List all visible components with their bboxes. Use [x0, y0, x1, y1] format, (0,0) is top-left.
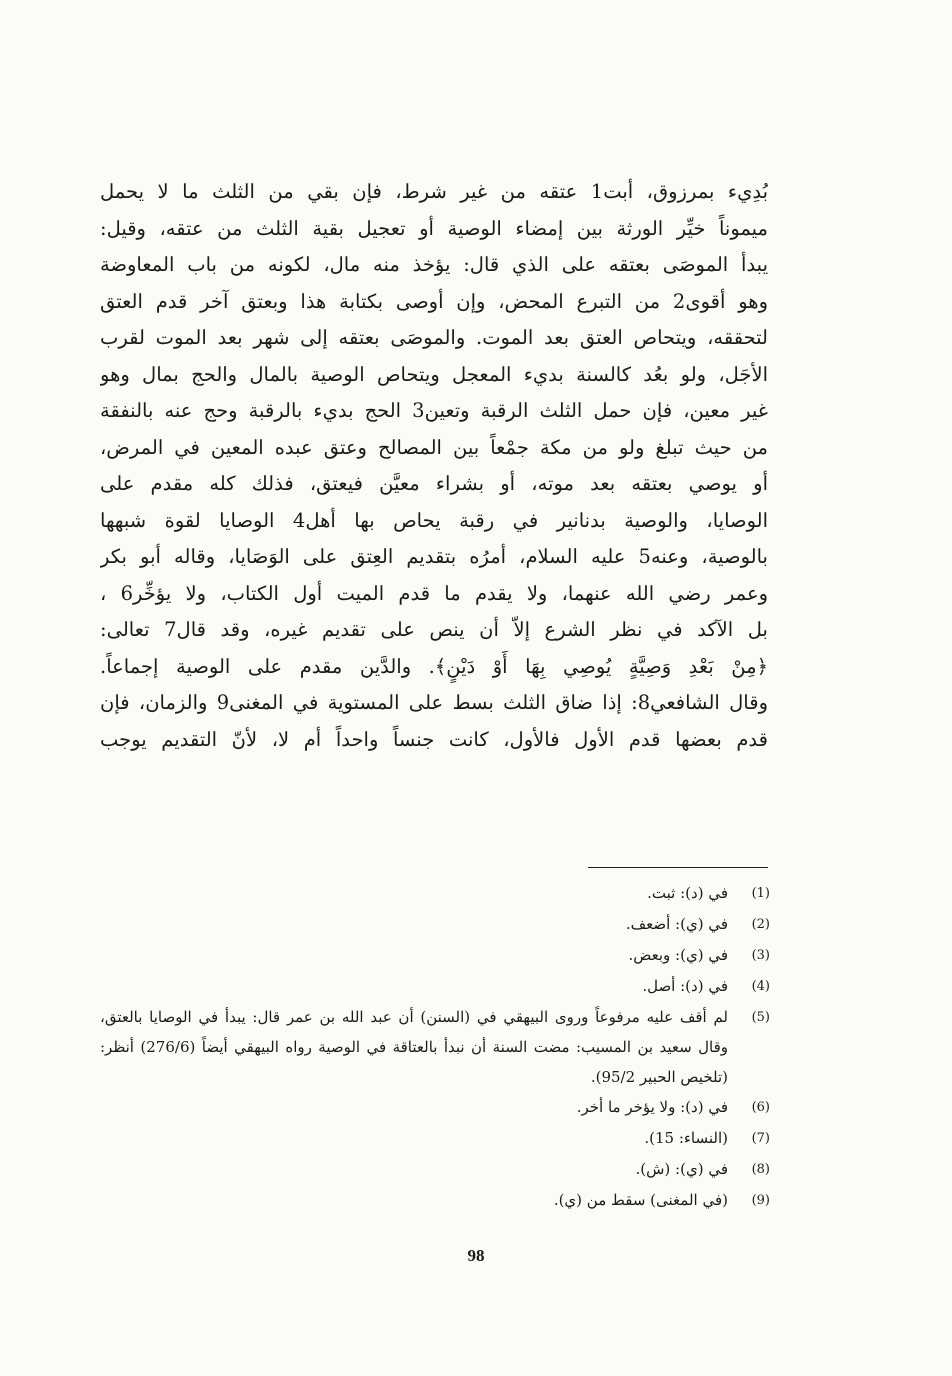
footnote-number: (4)	[751, 979, 770, 994]
footnote	[100, 1154, 770, 1185]
footnote-separator	[588, 867, 768, 868]
footnote-text: في (د): ثبت.	[647, 884, 728, 902]
text-line: يبدأ الموصَى بعتقه على الذي قال: يؤخذ منه مال، لكونه من باب المعاوضة	[100, 253, 768, 276]
text-line: بُدِيء بمرزوق، أبت1 عتقه من غير شرط، فإن بقي من الثلث ما لا يحمل	[100, 180, 768, 203]
footnote-number: (5)	[751, 1010, 770, 1025]
page-number: 98	[467, 1246, 485, 1265]
text-line: وقال الشافعي8: إذا ضاق الثلث بسط على المستوية في المغنى9 والزمان، فإن	[100, 691, 768, 714]
text-line: لتحققه، ويتحاص العتق بعد الموت. والموصَى بعتقه إلى شهر بعد الموت لقرب	[100, 326, 768, 349]
footnote-text: لم أقف عليه مرفوعاً وروى البيهقي في (السنن) أن عبد الله بن عمر قال: يبدأ في الوصايا بالعتق، وقال سعيد بن المسيب: مضت السنة أن نبدأ بالعتاقة في الوصية رواه البيهقي أيضاً (276/6) أنظر: (تلخيص الحبير 95/2).	[100, 1008, 728, 1086]
footnote	[100, 909, 770, 940]
footnote-number: (3)	[751, 948, 770, 963]
text-line: بالوصية، وعنه5 عليه السلام، أمرُه بتقديم العِتق على الوَصَايا، وقاله أبو بكر	[100, 545, 768, 568]
footnote	[100, 1092, 770, 1123]
footnote-number: (8)	[751, 1162, 770, 1177]
text-line: أو يوصي بعتقه بعد موته، أو بشراء معيَّن فيعتق، فذلك كله مقدم على	[100, 472, 768, 495]
footnote-text: في (ي): وبعض.	[628, 946, 728, 964]
footnote	[100, 878, 770, 909]
footnote	[100, 1123, 770, 1154]
footnotes	[100, 878, 770, 1216]
footnote	[100, 971, 770, 1002]
footnote	[100, 1002, 770, 1092]
footnote-number: (7)	[751, 1131, 770, 1146]
footnote-text: (في المغنى) سقط من (ي).	[553, 1191, 728, 1209]
footnote-text: في (ي): (ش).	[635, 1160, 728, 1178]
text-line: قدم بعضها قدم الأول فالأول، كانت جنساً واحداً أم لا، لأنّ التقديم يوجب	[100, 727, 768, 751]
text-line: من حيث تبلغ ولو من مكة جمْعاً بين المصالح وعتق عبده المعين في المرض،	[100, 435, 768, 459]
quran-verse-line: ﴿مِنْ بَعْدِ وَصِيَّةٍ يُوصِي بِهَا أَوْ دَيْنٍ﴾. والدَّين مقدم على الوصية إجماعاً.	[100, 654, 768, 678]
footnote	[100, 940, 770, 971]
footnote-text: في (د): أصل.	[642, 977, 728, 995]
text-line: بل الآكد في نظر الشرع إلاّ أن ينص على تقديم غيره، وقد قال7 تعالى:	[100, 618, 768, 641]
main-text	[100, 174, 768, 758]
text-line: الأجَل، ولو بعُد كالسنة بديء المعجل ويتحاص الوصية بالمال والحج بمال وهو	[100, 362, 768, 386]
footnote	[100, 1185, 770, 1216]
footnote-number: (9)	[751, 1193, 770, 1208]
footnote-number: (6)	[751, 1100, 770, 1115]
text-line: الوصايا، والوصية بدنانير في رقبة يحاص بها أهل4 الوصايا لقوة شبهها	[100, 508, 768, 532]
footnote-text: في (ي): أضعف.	[625, 915, 728, 933]
text-line: ميموناً خيِّر الورثة بين إمضاء الوصية أو تعجيل بقية الثلث من عتقه، وقيل:	[100, 216, 768, 240]
text-line: وعمر رضي الله عنهما، ولا يقدم ما قدم الميت أول الكتاب، ولا يؤخِّر6 ،	[100, 581, 768, 605]
text-line: غير معين، فإن حمل الثلث الرقبة وتعين3 الحج بديء بالرقبة وحج عنه بالنفقة	[100, 399, 768, 422]
footnote-text: في (د): ولا يؤخر ما أخر.	[576, 1098, 728, 1116]
footnote-text: (النساء: 15).	[644, 1129, 728, 1147]
footnote-number: (1)	[751, 886, 770, 901]
footnote-number: (2)	[751, 917, 770, 932]
text-line: وهو أقوى2 من التبرع المحض، وإن أوصى بكتابة هذا وبعتق آخر قدم العتق	[100, 289, 768, 313]
